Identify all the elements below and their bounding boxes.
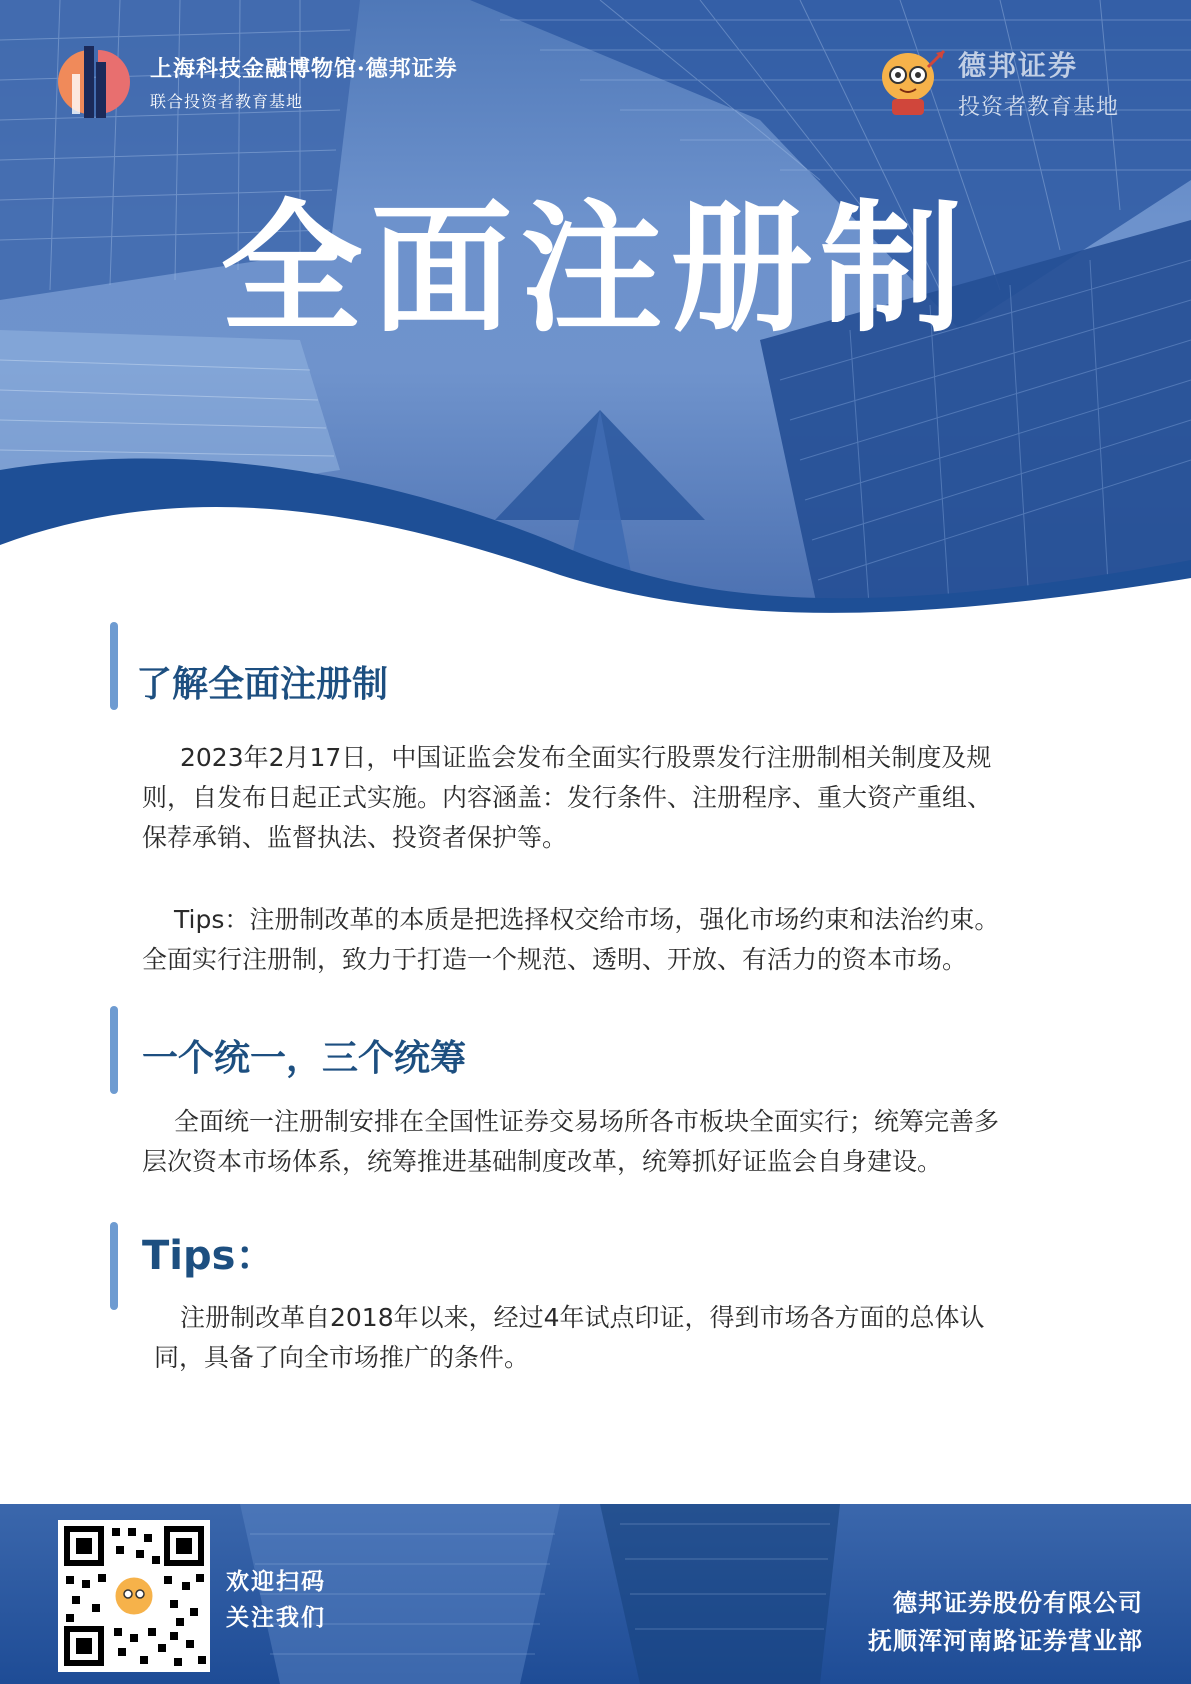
paragraph-line: 全面统一注册制安排在全国性证券交易场所各市板块全面实行；统筹完善多 [174, 1107, 1000, 1136]
museum-logo-icon [52, 44, 136, 120]
museum-logo-line1: 上海科技金融博物馆·德邦证券 [150, 56, 458, 82]
section-heading: 了解全面注册制 [136, 664, 389, 705]
section-heading: 一个统一，三个统筹 [142, 1038, 467, 1079]
section-paragraph [142, 1102, 999, 1182]
debang-logo [878, 44, 1119, 121]
museum-logo [52, 44, 458, 120]
section-paragraph [142, 738, 992, 858]
paragraph-line: 保荐承销、监督执法、投资者保护等。 [142, 823, 568, 852]
qr-code[interactable] [58, 1520, 210, 1672]
paragraph-line: 2023年2月17日，中国证监会发布全面实行股票发行注册制相关制度及规 [180, 743, 992, 772]
paragraph-line: Tips：注册制改革的本质是把选择权交给市场，强化市场约束和法治约束。 [174, 905, 1000, 934]
mascot-icon [878, 47, 948, 119]
paragraph-line: 注册制改革自2018年以来，经过4年试点印证，得到市场各方面的总体认 [180, 1303, 985, 1332]
paragraph-line: 层次资本市场体系，统筹推进基础制度改革，统筹抓好证监会自身建设。 [142, 1147, 943, 1176]
paragraph-line: 全面实行注册制，致力于打造一个规范、透明、开放、有活力的资本市场。 [142, 945, 968, 974]
branch-name: 抚顺浑河南路证券营业部 [868, 1627, 1143, 1655]
paragraph-line: 同，具备了向全市场推广的条件。 [154, 1343, 530, 1372]
page-title: 全面注册制 [220, 187, 971, 352]
footer [0, 1504, 1191, 1684]
qr-code-image [58, 1520, 210, 1672]
scan-prompt [226, 1564, 326, 1636]
hero-banner [0, 0, 1191, 620]
debang-logo-line1: 德邦证券 [958, 49, 1079, 82]
museum-logo-line2: 联合投资者教育基地 [150, 92, 304, 111]
debang-logo-line2: 投资者教育基地 [958, 95, 1120, 120]
section-paragraph [142, 900, 999, 980]
scan-line-2: 关注我们 [226, 1605, 326, 1631]
section-accent-bar [110, 1222, 118, 1310]
company-name: 德邦证券股份有限公司 [893, 1589, 1143, 1617]
section-heading: Tips： [142, 1233, 276, 1279]
section-paragraph [154, 1298, 985, 1378]
paragraph-line: 则，自发布日起正式实施。内容涵盖：发行条件、注册程序、重大资产重组、 [142, 783, 993, 812]
scan-line-1: 欢迎扫码 [226, 1569, 326, 1595]
company-info [868, 1584, 1143, 1660]
section-accent-bar [110, 1006, 118, 1094]
section-accent-bar [110, 622, 118, 710]
